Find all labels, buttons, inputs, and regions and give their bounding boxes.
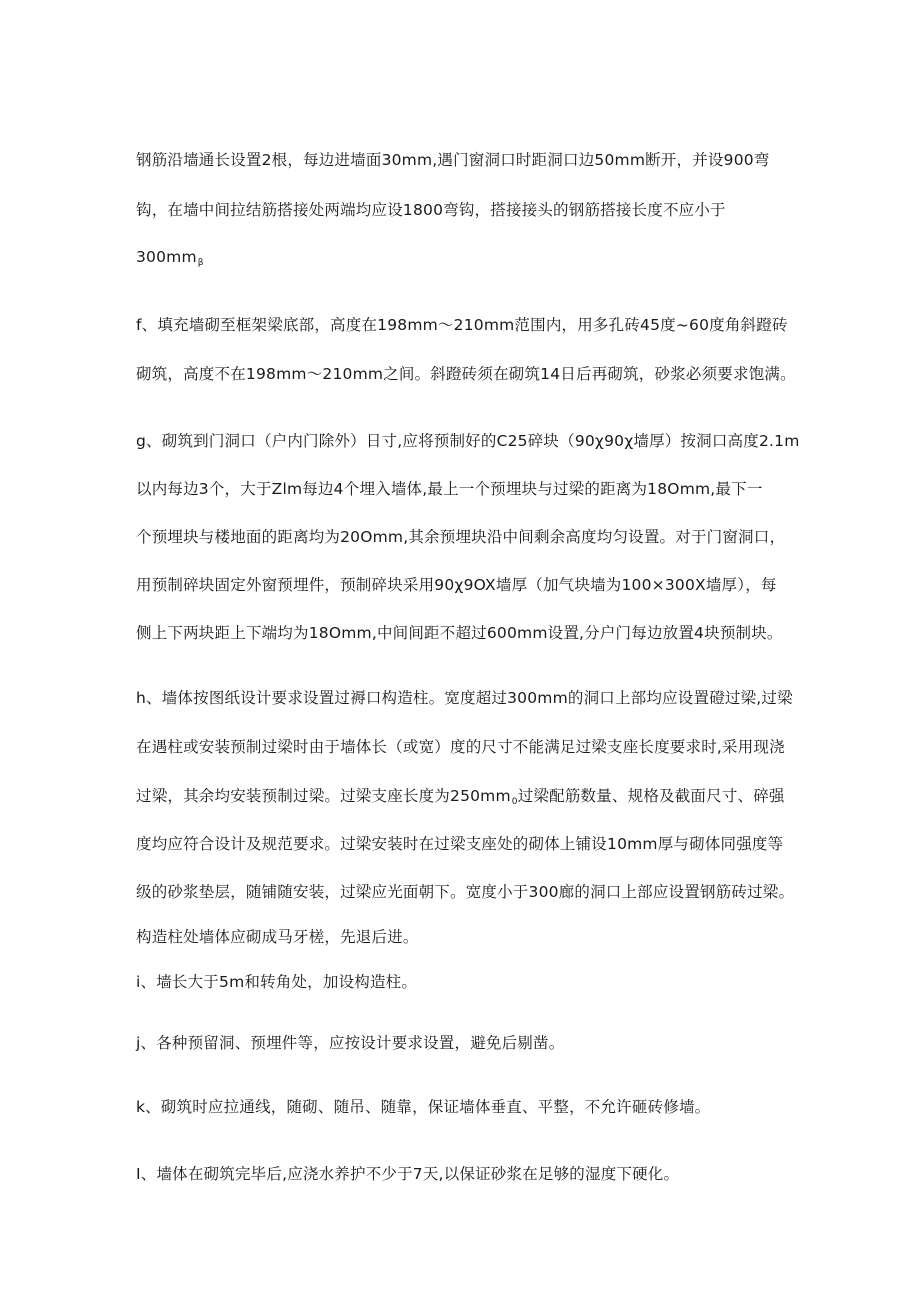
text-line: 钩，在墙中间拉结筋搭接处两端均应设1800弯钩，搭接接头的钢筋搭接长度不应小于 (136, 201, 726, 219)
text-run: 过梁，其余均安装预制过梁。过梁支座长度为250mm (136, 787, 511, 805)
text-line: I、墙体在砌筑完毕后,应浇水养护不少于7天,以保证砂浆在足够的湿度下硬化。 (136, 1165, 680, 1183)
text-line: k、砌筑时应拉通线，随砌、随吊、随靠，保证墙体垂直、平整，不允许砸砖修墙。 (136, 1098, 711, 1116)
text-line: i、墙长大于5m和转角处，加设构造柱。 (136, 973, 418, 991)
text-line: 在遇柱或安装预制过梁时由于墙体长（或宽）度的尺寸不能满足过梁支座长度要求时,采用现浇 (136, 738, 785, 756)
text-line: 钢筋沿墙通长设置2根，每边进墙面30mm,遇门窗洞口时距洞口边50mm断开，并设900弯 (136, 151, 770, 169)
text-line: 以内每边3个，大于Zlm每边4个埋入墙体,最上一个预埋块与过梁的距离为18Omm,最下一 (136, 480, 763, 498)
text-line: g、砌筑到门洞口（户内门除外）日寸,应将预制好的C25碎块（90χ90χ墙厚）按洞口高度2.1m (136, 432, 800, 450)
text-run: 300mm (136, 248, 197, 266)
subscript-mark: β (197, 258, 204, 268)
text-line: f、填充墙砌至框架梁底部，高度在198mm～210mm范围内，用多孔砖45度~60度角斜蹬砖 (136, 316, 788, 334)
text-line: 度均应符合设计及规范要求。过梁安装时在过梁支座处的砌体上铺设10mm厚与砌体同强度等 (136, 835, 784, 853)
text-line (136, 247, 204, 273)
text-line: 用预制碎块固定外窗预埋件，预制碎块采用90χ9OX墙厚（加气块墙为100×300X墙厚），每 (136, 576, 777, 594)
text-line: 个预埋块与楼地面的距离均为20Omm,其余预埋块沿中间剩余高度均匀设置。对于门窗洞口， (136, 528, 786, 546)
text-line: j、各种预留洞、预埋件等，应按设计要求设置，避免后剔凿。 (136, 1034, 565, 1052)
text-line: 构造柱处墙体应砌成马牙槎，先退后进。 (136, 928, 419, 946)
text-line: h、墙体按图纸设计要求设置过褥口构造柱。宽度超过300mm的洞口上部均应设置磴过梁,过梁 (136, 689, 793, 707)
text-line (136, 786, 785, 812)
subscript-mark: 0 (511, 797, 518, 807)
text-line: 侧上下两块距上下端均为18Omm,中间间距不超过600mm设置,分户门每边放置4块预制块。 (136, 624, 783, 642)
text-run: 过梁配筋数量、规格及截面尺寸、碎强 (517, 787, 785, 805)
text-line: 砌筑，高度不在198mm～210mm之间。斜蹬砖须在砌筑14日后再砌筑，砂浆必须要求饱满。 (136, 365, 796, 383)
text-line: 级的砂浆垫层，随铺随安装，过梁应光面朝下。宽度小于300廊的洞口上部应设置钢筋砖过梁。 (136, 883, 795, 901)
